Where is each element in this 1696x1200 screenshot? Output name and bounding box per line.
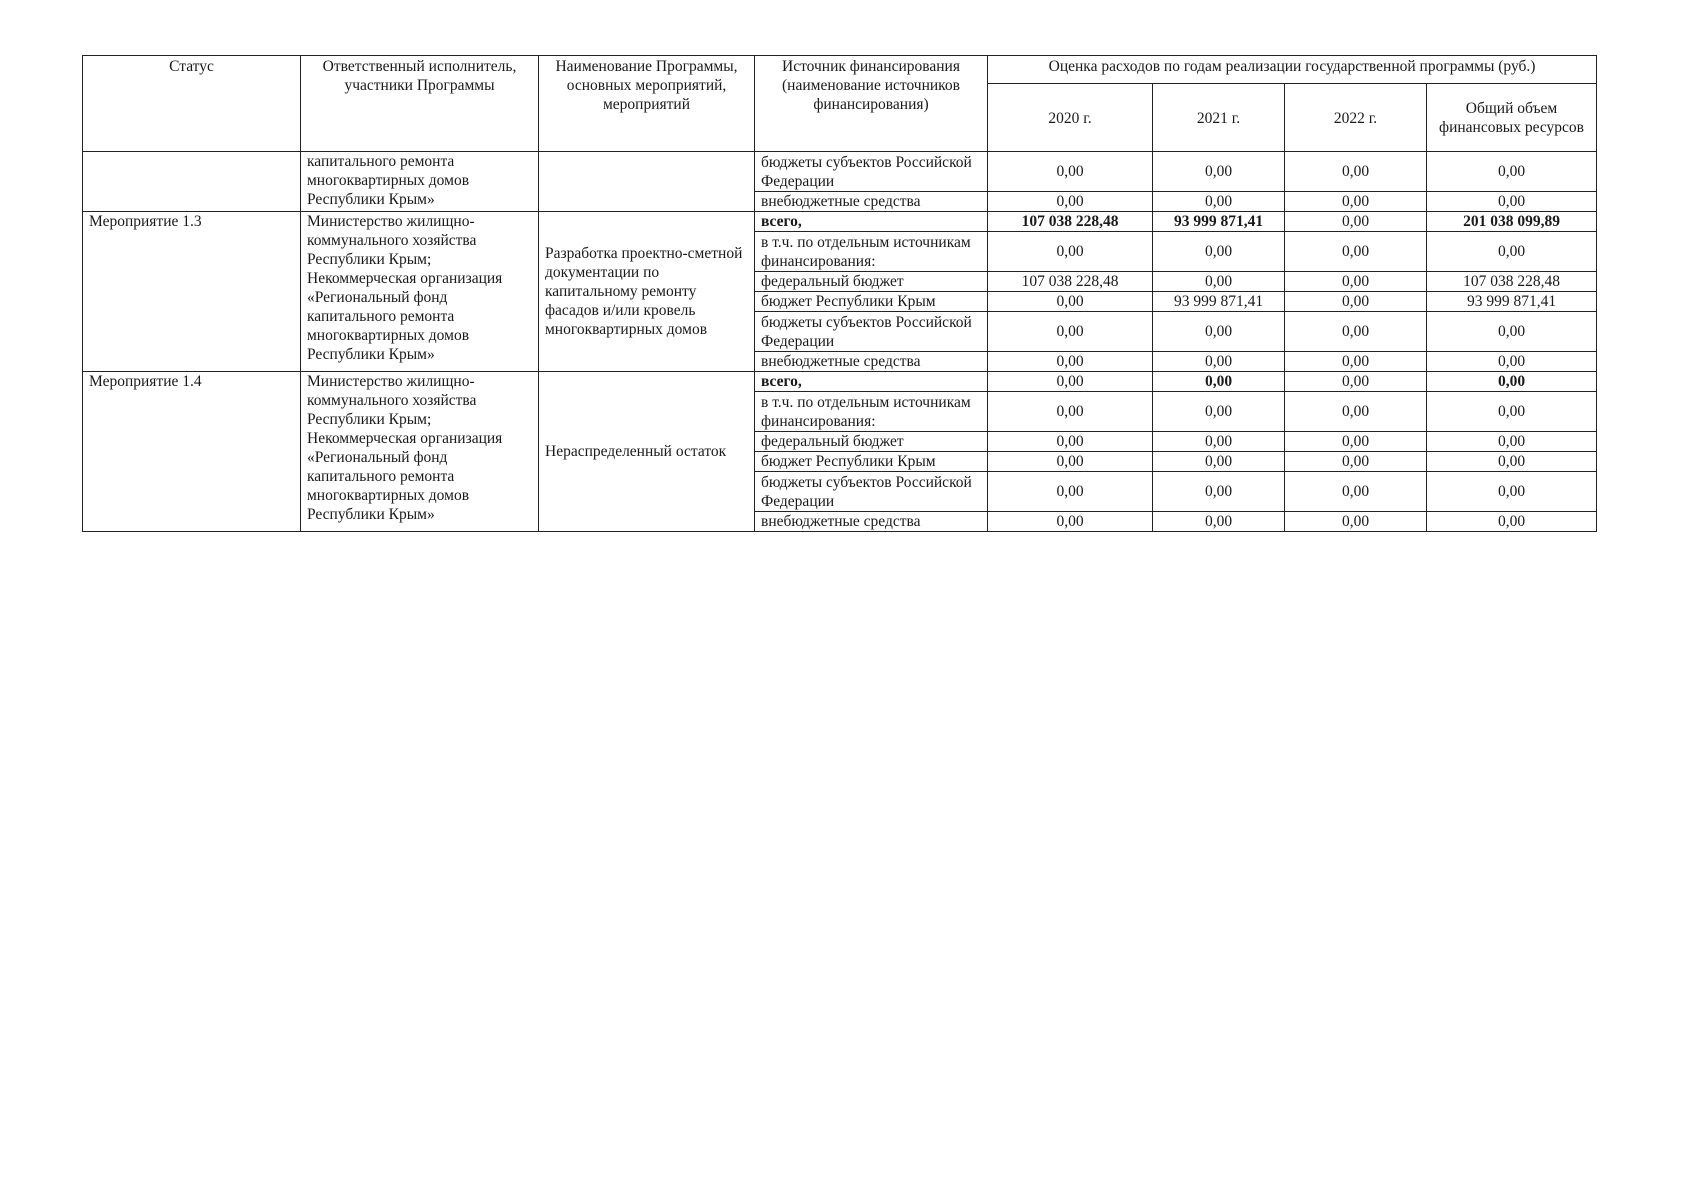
source-cell: внебюджетные средства	[755, 352, 988, 372]
value-2022: 0,00	[1285, 472, 1427, 512]
value-2022: 0,00	[1285, 432, 1427, 452]
value-2020: 0,00	[988, 192, 1153, 212]
header-estimate: Оценка расходов по годам реализации государственной программы (руб.)	[988, 56, 1597, 84]
value-2022: 0,00	[1285, 152, 1427, 192]
value-2022: 0,00	[1285, 192, 1427, 212]
value-2021: 0,00	[1153, 192, 1285, 212]
value-2022: 0,00	[1285, 392, 1427, 432]
status-cell: Мероприятие 1.3	[83, 212, 301, 372]
value-2020: 0,00	[988, 352, 1153, 372]
source-cell: федеральный бюджет	[755, 272, 988, 292]
value-2021: 0,00	[1153, 372, 1285, 392]
value-2020: 0,00	[988, 372, 1153, 392]
value-total: 0,00	[1427, 152, 1597, 192]
value-total: 0,00	[1427, 232, 1597, 272]
table-row	[83, 372, 1597, 392]
header-executor: Ответственный исполнитель, участники Программы	[301, 56, 539, 152]
value-2020: 107 038 228,48	[988, 212, 1153, 232]
program-name-cell: Нераспределенный остаток	[539, 372, 755, 532]
source-cell: внебюджетные средства	[755, 192, 988, 212]
value-2020: 0,00	[988, 292, 1153, 312]
status-cell: Мероприятие 1.4	[83, 372, 301, 532]
value-2022: 0,00	[1285, 352, 1427, 372]
value-2021: 0,00	[1153, 232, 1285, 272]
source-cell: всего,	[755, 212, 988, 232]
source-cell: внебюджетные средства	[755, 512, 988, 532]
value-2021: 0,00	[1153, 352, 1285, 372]
header-year-2020: 2020 г.	[988, 84, 1153, 152]
executor-cell: Министерство жилищно-коммунального хозяйства Республики Крым; Некоммерческая организация «Региональный фонд капитального ремонта многоквартирных домов Республики Крым»	[301, 212, 539, 372]
value-total: 0,00	[1427, 472, 1597, 512]
value-total: 0,00	[1427, 192, 1597, 212]
header-year-2022: 2022 г.	[1285, 84, 1427, 152]
header-year-2021: 2021 г.	[1153, 84, 1285, 152]
value-2022: 0,00	[1285, 292, 1427, 312]
header-total: Общий объем финансовых ресурсов	[1427, 84, 1597, 152]
value-2020: 0,00	[988, 512, 1153, 532]
status-cell	[83, 152, 301, 212]
table-row	[83, 212, 1597, 232]
value-2020: 0,00	[988, 452, 1153, 472]
value-total: 0,00	[1427, 312, 1597, 352]
header-source: Источник финансирования (наименование источников финансирования)	[755, 56, 988, 152]
header-program-name: Наименование Программы, основных мероприятий, мероприятий	[539, 56, 755, 152]
value-total: 0,00	[1427, 432, 1597, 452]
program-name-cell: Разработка проектно-сметной документации по капитальному ремонту фасадов и/или кровель многоквартирных домов	[539, 212, 755, 372]
value-2020: 0,00	[988, 392, 1153, 432]
source-cell: бюджет Республики Крым	[755, 452, 988, 472]
value-2022: 0,00	[1285, 452, 1427, 472]
value-2022: 0,00	[1285, 372, 1427, 392]
source-cell: бюджеты субъектов Российской Федерации	[755, 472, 988, 512]
value-total: 201 038 099,89	[1427, 212, 1597, 232]
value-2021: 0,00	[1153, 472, 1285, 512]
table-row	[83, 152, 1597, 192]
value-2022: 0,00	[1285, 272, 1427, 292]
source-cell: бюджеты субъектов Российской Федерации	[755, 152, 988, 192]
source-cell: бюджет Республики Крым	[755, 292, 988, 312]
value-2021: 0,00	[1153, 392, 1285, 432]
value-2022: 0,00	[1285, 512, 1427, 532]
source-cell: федеральный бюджет	[755, 432, 988, 452]
value-total: 0,00	[1427, 452, 1597, 472]
funding-table	[82, 55, 1597, 532]
value-total: 93 999 871,41	[1427, 292, 1597, 312]
value-2020: 107 038 228,48	[988, 272, 1153, 292]
value-2021: 0,00	[1153, 452, 1285, 472]
value-2021: 93 999 871,41	[1153, 292, 1285, 312]
value-total: 0,00	[1427, 512, 1597, 532]
value-total: 107 038 228,48	[1427, 272, 1597, 292]
value-2020: 0,00	[988, 432, 1153, 452]
header-row	[83, 56, 1597, 84]
value-2020: 0,00	[988, 472, 1153, 512]
value-2021: 93 999 871,41	[1153, 212, 1285, 232]
value-2021: 0,00	[1153, 272, 1285, 292]
program-name-cell	[539, 152, 755, 212]
source-cell: всего,	[755, 372, 988, 392]
source-cell: в т.ч. по отдельным источникам финансирования:	[755, 392, 988, 432]
value-2021: 0,00	[1153, 512, 1285, 532]
header-status: Статус	[83, 56, 301, 152]
value-2021: 0,00	[1153, 152, 1285, 192]
source-cell: в т.ч. по отдельным источникам финансирования:	[755, 232, 988, 272]
executor-cell: капитального ремонта многоквартирных домов Республики Крым»	[301, 152, 539, 212]
value-2020: 0,00	[988, 232, 1153, 272]
value-2021: 0,00	[1153, 312, 1285, 352]
value-2020: 0,00	[988, 312, 1153, 352]
value-2022: 0,00	[1285, 212, 1427, 232]
value-2022: 0,00	[1285, 232, 1427, 272]
value-2022: 0,00	[1285, 312, 1427, 352]
source-cell: бюджеты субъектов Российской Федерации	[755, 312, 988, 352]
value-total: 0,00	[1427, 352, 1597, 372]
value-2020: 0,00	[988, 152, 1153, 192]
value-2021: 0,00	[1153, 432, 1285, 452]
value-total: 0,00	[1427, 392, 1597, 432]
value-total: 0,00	[1427, 372, 1597, 392]
executor-cell: Министерство жилищно-коммунального хозяйства Республики Крым; Некоммерческая организация «Региональный фонд капитального ремонта многоквартирных домов Республики Крым»	[301, 372, 539, 532]
